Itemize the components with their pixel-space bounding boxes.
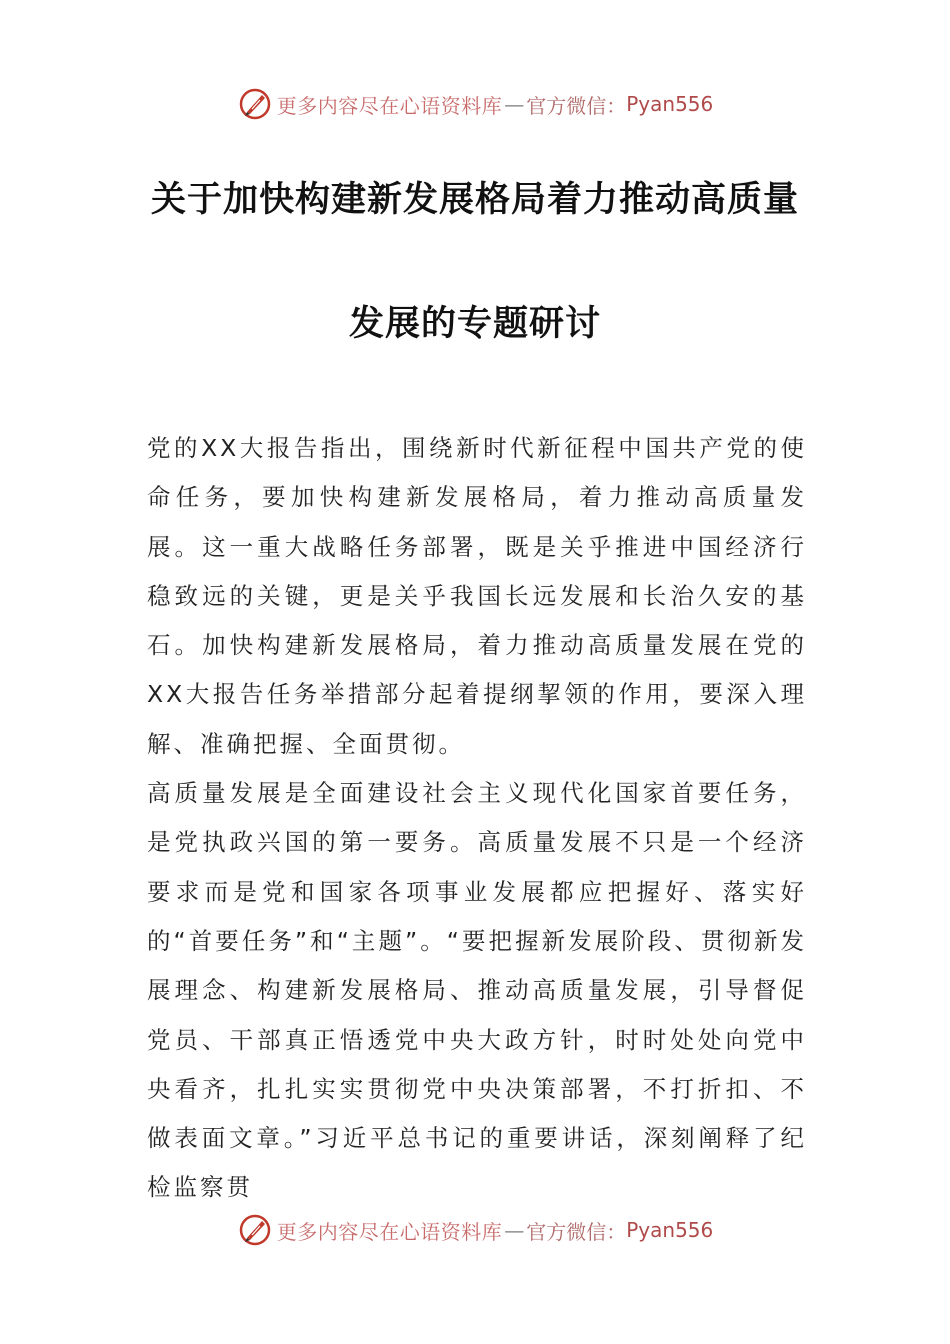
footer-watermark <box>0 1210 950 1250</box>
document-body <box>147 424 807 1213</box>
watermark-site-text: 更多内容尽在心语资料库 <box>276 1219 503 1244</box>
watermark-wechat-id: Pyan556 <box>626 1218 714 1242</box>
watermark-contact-label: 官方微信： <box>526 93 627 118</box>
watermark-contact-label: 官方微信： <box>526 1219 627 1244</box>
document-title-line-2: 发展的专题研讨 <box>348 304 601 344</box>
paragraph-1: 党的XX大报告指出，围绕新时代新征程中国共产党的使命任务，要加快构建新发展格局，着力推动高质量发展。这一重大战略任务部署，既是关乎推进中国经济行稳致远的关键，更是关乎我国长远发展和长治久安的基石。加快构建新发展格局，着力推动高质量发展在党的XX大报告任务举措部分起着提纲挈领的作用，要深入理解、准确把握、全面贯彻。 <box>147 434 807 758</box>
paragraph-2: 高质量发展是全面建设社会主义现代化国家首要任务，是党执政兴国的第一要务。高质量发展不只是一个经济要求而是党和国家各项事业发展都应把握好、落实好的“首要任务”和“主题”。“要把握新发展阶段、贯彻新发展理念、构建新发展格局、推动高质量发展，引导督促党员、干部真正悟透党中央大政方针，时时处处向党中央看齐，扎扎实实贯彻党中央决策部署，不打折扣、不做表面文章。”习近平总书记的重要讲话，深刻阐释了纪检监察贯 <box>147 779 807 1202</box>
watermark-wechat-id: Pyan556 <box>626 92 714 116</box>
header-watermark <box>0 84 950 124</box>
quill-pen-logo-icon <box>237 86 273 122</box>
watermark-site-text: 更多内容尽在心语资料库 <box>276 93 503 118</box>
quill-pen-logo-icon <box>237 1212 273 1248</box>
document-title-line-1: 关于加快构建新发展格局着力推动高质量 <box>150 180 799 220</box>
watermark-dash: — <box>504 1218 525 1242</box>
watermark-dash: — <box>504 92 525 116</box>
